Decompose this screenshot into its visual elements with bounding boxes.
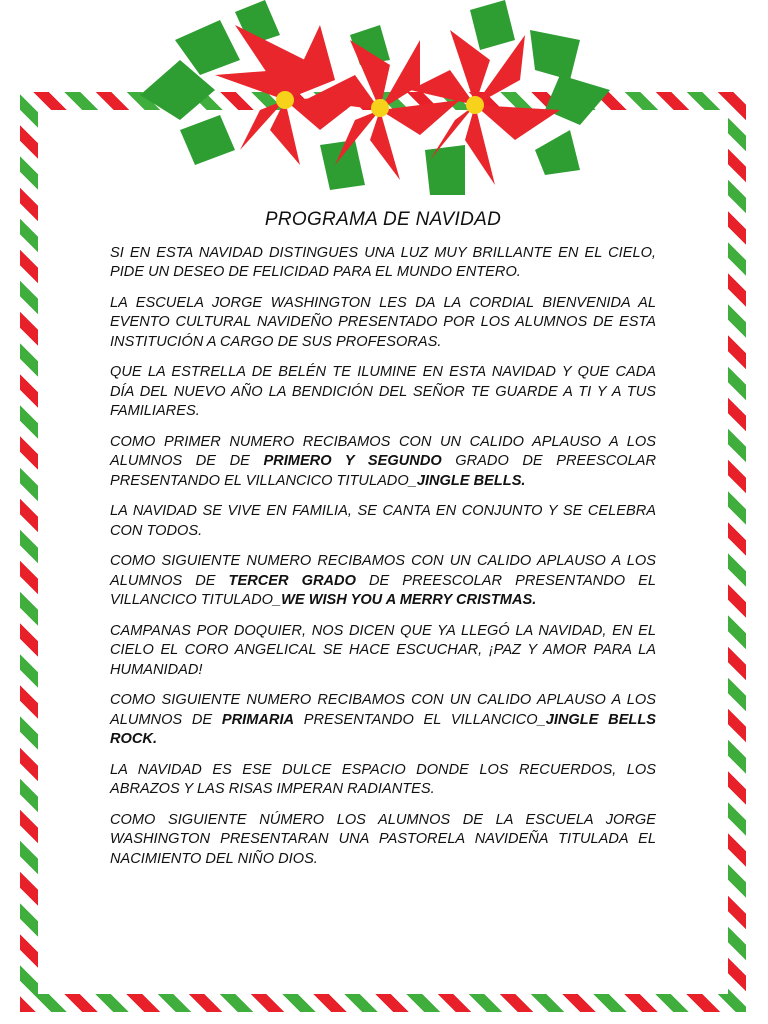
- paragraph-text: COMO SIGUIENTE NUMERO RECIBAMOS CON UN CALIDO APLAUSO A LOS ALUMNOS DE: [110, 692, 656, 728]
- paragraph: [110, 622, 656, 681]
- song-title: JINGLE BELLS ROCK.: [110, 711, 656, 747]
- paragraph: [110, 363, 656, 422]
- paragraph: [110, 691, 656, 750]
- paragraph-text: LA ESCUELA JORGE WASHINGTON LES DA LA CORDIAL BIENVENIDA AL EVENTO CULTURAL NAVIDEÑO PRESENTADO POR LOS ALUMNOS DE ESTA INSTITUCIÓN A CARGO DE SUS PROFESORAS.: [110, 294, 656, 350]
- paragraph-text: LA NAVIDAD SE VIVE EN FAMILIA, SE CANTA EN CONJUNTO Y SE CELEBRA CON TODOS.: [110, 503, 656, 539]
- paragraph: [110, 244, 656, 283]
- poinsettia-flowers-icon: [120, 0, 620, 200]
- paragraph: [110, 552, 656, 611]
- paragraph-text: PRESENTANDO EL VILLANCICO_: [294, 711, 546, 728]
- paragraph-text: QUE LA ESTRELLA DE BELÉN TE ILUMINE EN ESTA NAVIDAD Y QUE CADA DÍA DEL NUEVO AÑO LA BENDICIÓN DEL SEÑOR TE GUARDE A TI Y A TUS FAMILIARES.: [110, 364, 656, 419]
- song-title: JINGLE BELLS.: [416, 472, 526, 489]
- paragraph: [110, 294, 656, 353]
- grade-highlight: TERCER GRADO: [228, 572, 356, 589]
- page-title: PROGRAMA DE NAVIDAD: [264, 209, 502, 230]
- program-content: [110, 210, 656, 880]
- paragraph: [110, 433, 656, 492]
- paragraph-text: COMO SIGUIENTE NÚMERO LOS ALUMNOS DE LA ESCUELA JORGE WASHINGTON PRESENTARAN UNA PASTORELA NAVIDEÑA TITULADA EL NACIMIENTO DEL NIÑO DIOS.: [110, 811, 656, 867]
- song-title: WE WISH YOU A MERRY CRISTMAS.: [281, 592, 537, 608]
- paragraph-text: COMO PRIMER NUMERO RECIBAMOS CON UN CALIDO APLAUSO A LOS ALUMNOS DE DE: [110, 433, 656, 469]
- paragraph-text: COMO SIGUIENTE NUMERO RECIBAMOS CON UN CALIDO APLAUSO A LOS ALUMNOS DE: [110, 553, 656, 589]
- paragraph-text: DE PREESCOLAR PRESENTANDO EL VILLANCICO TITULADO_: [110, 572, 657, 608]
- grade-highlight: PRIMERO Y SEGUNDO: [263, 453, 442, 469]
- paragraph-text: CAMPANAS POR DOQUIER, NOS DICEN QUE YA LLEGÓ LA NAVIDAD, EN EL CIELO EL CORO ANGELICAL SE HACE ESCUCHAR, ¡PAZ Y AMOR PARA LA HUMANIDAD!: [110, 622, 656, 678]
- paragraph-text: LA NAVIDAD ES ESE DULCE ESPACIO DONDE LOS RECUERDOS, LOS ABRAZOS Y LAS RISAS IMPERAN RADIANTES.: [110, 761, 656, 797]
- paragraph: [110, 761, 656, 800]
- grade-highlight: PRIMARIA: [221, 711, 295, 728]
- paragraph-text: GRADO DE PREESCOLAR PRESENTANDO EL VILLANCICO TITULADO_: [110, 453, 656, 489]
- paragraph: [110, 502, 656, 541]
- paragraph: [110, 811, 656, 870]
- paragraph-text: SI EN ESTA NAVIDAD DISTINGUES UNA LUZ MUY BRILLANTE EN EL CIELO, PIDE UN DESEO DE FELICIDAD PARA EL MUNDO ENTERO.: [110, 244, 656, 280]
